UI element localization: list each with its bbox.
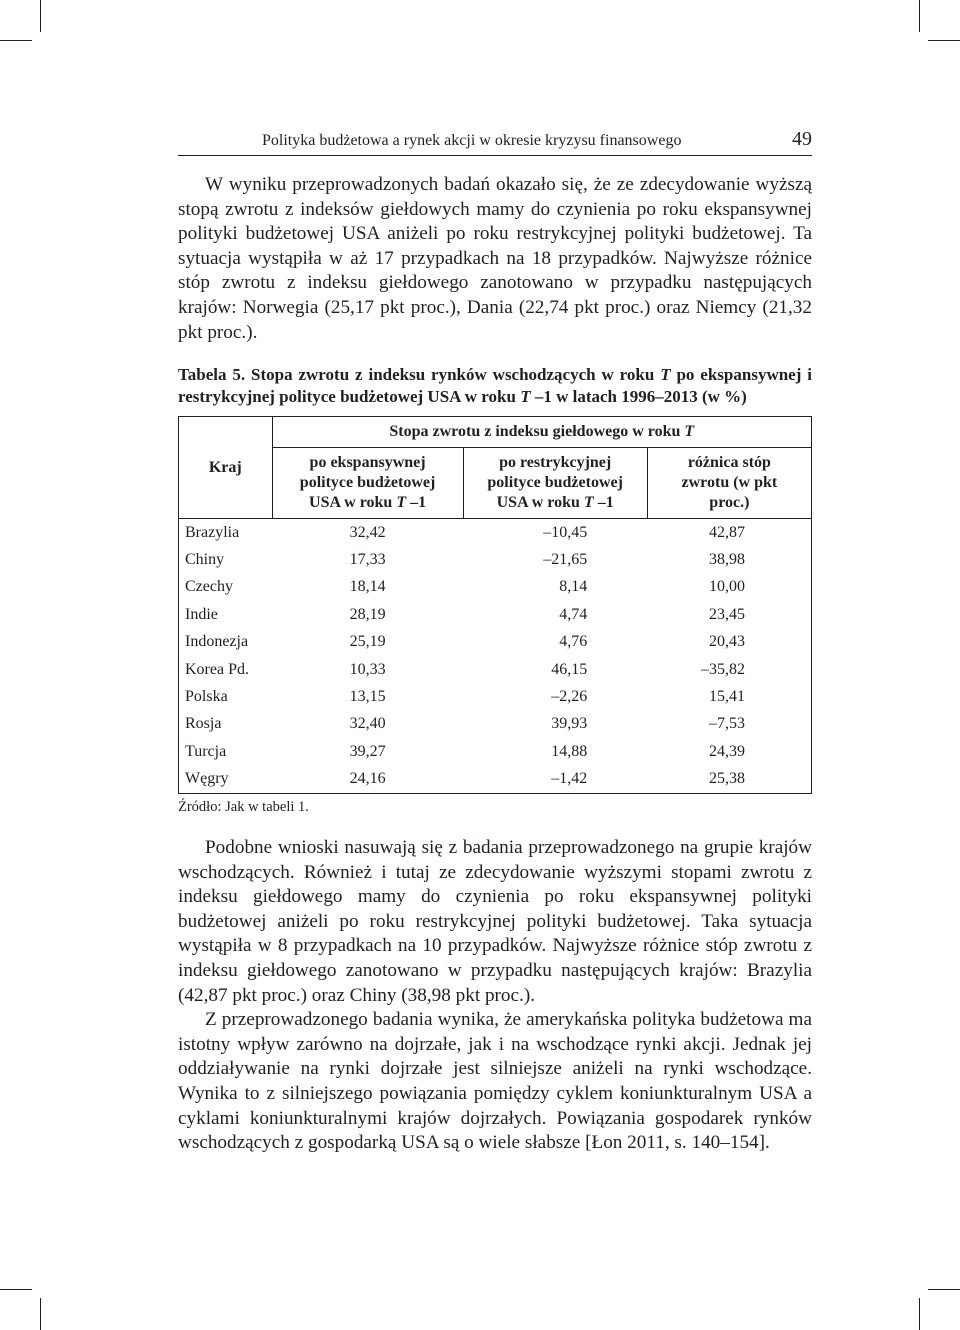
header-group: Stopa zwrotu z indeksu giełdowego w roku T <box>272 417 811 448</box>
body-text-top <box>178 173 812 345</box>
header-rule <box>178 155 812 156</box>
table-row <box>179 629 812 656</box>
paragraph: Podobne wnioski nasuwają się z badania przeprowadzonego na grupie krajów wschodzących. Również i tutaj ze zdecydowanie wyższymi stopami zwrotu z indeksu giełdowego mamy do czynienia po roku ekspansywnej polityki budżetowej aniżeli po roku restrykcyjnej polityki budżetowej. Taka sytuacja wystąpiła w 8 przypadkach na 10 przypadków. Najwyższe różnice stóp zwrotu z indeksu giełdowego zanotowano w przypadku następujących krajów: Brazylia (42,87 pkt proc.) oraz Chiny (38,98 pkt proc.). <box>178 837 812 1006</box>
crop-mark <box>0 40 32 41</box>
crop-mark <box>40 1298 41 1330</box>
caption-text: po ekspansywnej i restrykcyjnej polityce budżetowej USA w roku <box>178 365 812 406</box>
cell-value: 46,15 <box>551 660 588 678</box>
cell-country: Węgry <box>179 766 273 794</box>
cell-country: Polska <box>179 683 273 710</box>
cell-country: Brazylia <box>179 519 273 547</box>
cell-value: –35,82 <box>647 656 811 683</box>
body-text-bottom <box>178 836 812 1156</box>
paragraph: W wyniku przeprowadzonych badań okazało się, że ze zdecydowanie wyższą stopą zwrotu z indeksów giełdowych mamy do czynienia po roku ekspansywnej polityki budżetowej USA aniżeli po roku restrykcyjnej polityki budżetowej. Ta sytuacja wystąpiła w aż 17 przypadkach na 18 przypadków. Najwyższe różnice stóp zwrotu z indeksu giełdowego zanotowano w przypadku następujących krajów: Norwegia (25,17 pkt proc.), Dania (22,74 pkt proc.) oraz Niemcy (21,32 pkt proc.). <box>178 174 812 343</box>
cell-value: 17,33 <box>349 551 386 569</box>
table-row <box>179 711 812 738</box>
cell-country: Indie <box>179 601 273 628</box>
cell-country: Indonezja <box>179 629 273 656</box>
cell-value: –1,42 <box>463 766 647 794</box>
running-head-title: Polityka budżetowa a rynek akcji w okresie kryzysu finansowego <box>262 132 682 149</box>
running-head <box>178 128 812 154</box>
cell-value: –10,45 <box>543 523 588 541</box>
table-caption <box>178 364 812 408</box>
caption-text: T <box>520 387 531 406</box>
cell-value: –21,65 <box>543 551 588 569</box>
table-row <box>179 683 812 710</box>
cell-country: Rosja <box>179 711 273 738</box>
cell-value: 42,87 <box>647 519 811 547</box>
cell-value: 14,88 <box>551 742 588 760</box>
crop-mark <box>0 1289 32 1290</box>
cell-country: Korea Pd. <box>179 656 273 683</box>
cell-value: 32,42 <box>349 523 386 541</box>
cell-value: 32,40 <box>349 715 386 733</box>
table-row <box>179 601 812 628</box>
table-row <box>179 656 812 683</box>
crop-mark <box>40 0 41 32</box>
cell-value: 24,16 <box>272 766 463 794</box>
cell-value: 28,19 <box>349 605 386 623</box>
crop-mark <box>928 1289 960 1290</box>
cell-value: 13,15 <box>349 688 386 706</box>
cell-value: 10,33 <box>349 660 386 678</box>
cell-value: 10,00 <box>647 574 811 601</box>
table-row <box>179 738 812 765</box>
cell-value: 15,41 <box>647 683 811 710</box>
page-number: 49 <box>792 128 812 150</box>
crop-mark <box>919 0 920 32</box>
cell-value: –2,26 <box>551 688 588 706</box>
table-body <box>179 519 812 794</box>
cell-value: 39,27 <box>349 742 386 760</box>
cell-value: 8,14 <box>559 578 588 596</box>
cell-country: Turcja <box>179 738 273 765</box>
caption-text: Tabela 5. Stopa zwrotu z indeksu rynków wschodzących w roku <box>178 365 661 384</box>
cell-value: 39,93 <box>551 715 588 733</box>
paragraph: Z przeprowadzonego badania wynika, że amerykańska polityka budżetowa ma istotny wpływ zarówno na dojrzałe, jak i na wschodzące rynki akcji. Jednak jej oddziaływanie na rynki dojrzałe jest silniejsze aniżeli na rynki wschodzące. Wynika to z silniejszego powiązania pomiędzy cyklem koniunkturalnym USA a cyklami koniunkturalnymi krajów dojrzałych. Powiązania gospodarek rynków wschodzących z gospodarką USA są o wiele słabsze [Łon 2011, s. 140–154]. <box>178 1009 812 1154</box>
table-source: Źródło: Jak w tabeli 1. <box>178 799 309 815</box>
crop-mark <box>928 40 960 41</box>
cell-value: –7,53 <box>647 711 811 738</box>
cell-value: 4,74 <box>559 605 588 623</box>
crop-mark <box>919 1298 920 1330</box>
cell-value: 25,38 <box>647 766 811 794</box>
caption-text: T <box>660 365 671 384</box>
data-table <box>178 416 812 794</box>
header-col-difference: różnica stóp zwrotu (w pkt proc.) <box>647 448 811 519</box>
table-row <box>179 574 812 601</box>
cell-country: Chiny <box>179 546 273 573</box>
header-country: Kraj <box>179 417 273 519</box>
header-col-restrictive: po restrykcyjnej polityce budżetowej USA w roku T –1 <box>463 448 647 519</box>
table-row <box>179 546 812 573</box>
cell-value: 20,43 <box>647 629 811 656</box>
cell-value: 38,98 <box>647 546 811 573</box>
cell-value: 24,39 <box>647 738 811 765</box>
cell-value: 18,14 <box>349 578 386 596</box>
table-row <box>179 766 812 794</box>
cell-value: 4,76 <box>559 633 588 651</box>
caption-text: –1 w latach 1996–2013 (w %) <box>530 387 747 406</box>
cell-value: 25,19 <box>349 633 386 651</box>
cell-country: Czechy <box>179 574 273 601</box>
cell-value: 23,45 <box>647 601 811 628</box>
header-col-expansive: po ekspansywnej polityce budżetowej USA w roku T –1 <box>272 448 463 519</box>
table-row <box>179 519 812 547</box>
